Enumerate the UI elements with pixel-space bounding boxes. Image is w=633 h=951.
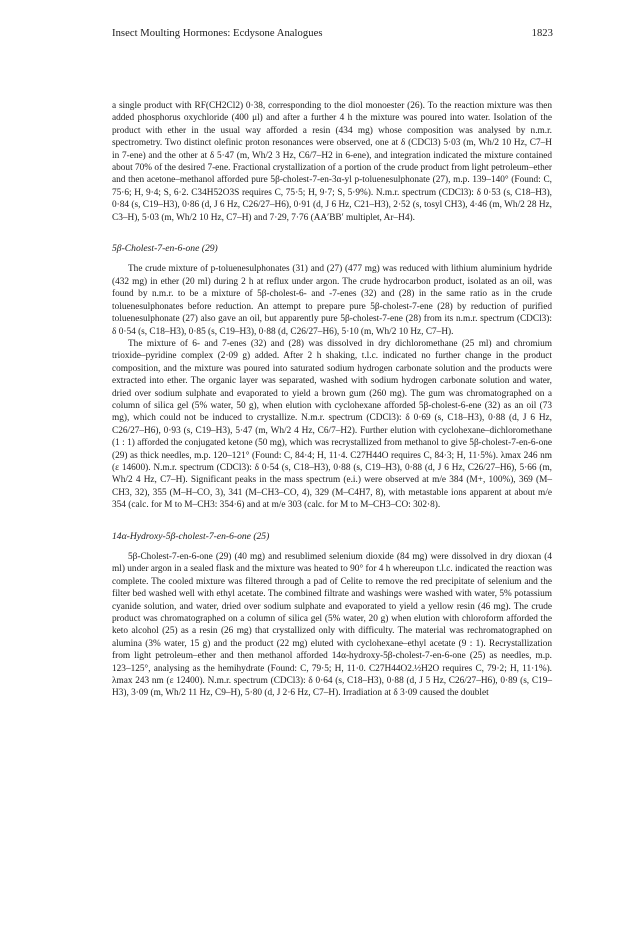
section-heading: 14α-Hydroxy-5β-cholest-7-en-6-one (25): [112, 530, 270, 542]
paragraph: a single product with RF(CH2Cl2) 0·38, corresponding to the diol monoester (26). To the reaction mixture was then added phosphorus oxychloride (400 μl) and after a further 4 h the mixture was poured into water. Isolation of the product with ether in the usual way afforded a resin (434 mg) whose composition was analysed by n.m.r. spectrometry. Two distinct olefinic proton resonances were observed, one at δ (CDCl3) 5·03 (m, Wh/2 10 Hz, C7–H in 7-ene) and the other at δ 5·47 (m, Wh/2 3 Hz, C6/7–H2 in 6-ene), and integration indicated the mixture contained about 70% of the desired 7-ene. Fractional crystallization of a portion of the crude product from light petroleum–ether and then acetone–methanol afforded pure 5β-cholest-7-en-3α-yl p-toluenesulphonate (27), m.p. 139–140° (Found: C, 75·6; H, 9·4; S, 6·2. C34H52O3S requires C, 75·5; H, 9·7; S, 5·9%). N.m.r. spectrum (CDCl3): δ 0·53 (s, C18–H3), 0·84 (s, C19–H3), 0·86 (d, J 6 Hz, C26/27–H6), 0·91 (d, J 6 Hz, C21–H3), 2·52 (s, tosyl CH3), 4·46 (m, Wh/2 28 Hz, C3–H), 5·03 (m, Wh/2 10 Hz, C7–H) and 7·29, 7·76 (AA′BB′ multiplet, Ar–H4).: [112, 101, 552, 223]
paragraph: 5β-Cholest-7-en-6-one (29) (40 mg) and resublimed selenium dioxide (84 mg) were dissolved in dry dioxan (4 ml) under argon in a sealed flask and the mixture was heated to 90° for 4 h whereupon t.l.c. indicated the reaction was complete. The cooled mixture was filtered through a pad of Celite to remove the red precipitate of selenium and the filter bed washed well with ethyl acetate. The combined filtrate and washings were washed with water, 5% potassium cyanide solution, and water, dried over sodium sulphate and evaporated to yield a yellow resin (46 mg). The crude product was chromatographed on a column of silica gel (5% water, 20 g) when elution with chloroform afforded the keto alcohol (25) as a resin (26 mg) that crystallized only with difficulty. The material was rechromatographed on alumina (3% water, 15 g) and the product (22 mg) eluted with cyclohexane–ethyl acetate (9 : 1). Recrystallization from light petroleum–ether and then methanol afforded 14α-hydroxy-5β-cholest-7-en-6-one (25) as needles, m.p. 123–125°, analysing as the hemihydrate (Found: C, 79·5; H, 11·0. C27H44O2.½H2O requires C, 79·2; H, 11·1%). λmax 243 nm (ε 12400). N.m.r. spectrum (CDCl3): δ 0·64 (s, C18–H3), 0·88 (d, J 5 Hz, C26/27–H6), 0·89 (s, C19–H3), 3·09 (m, Wh/2 11 Hz, C9–H), 5·80 (d, J 2·6 Hz, C7–H). Irradiation at δ 3·09 caused the doublet: [112, 552, 552, 699]
page-number: 1823: [531, 28, 553, 39]
running-title: Insect Moulting Hormones: Ecdysone Analogues: [112, 28, 323, 39]
paragraph: The crude mixture of p-toluenesulphonates (31) and (27) (477 mg) was reduced with lithium aluminium hydride (432 mg) in ether (20 ml) during 2 h at reflux under argon. The crude hydrocarbon product, isolated as an oil, was found by n.m.r. to be a mixture of 5β-cholest-6- and -7-enes (32) and (28) in the same ratio as in the crude toluenesulphonates before reduction. An attempt to prepare pure 5β-cholest-7-ene (28) by reduction of purified toluenesulphonate (27) also gave an oil, but apparently pure 5β-cholest-7-ene (28) from its n.m.r. spectrum (CDCl3): δ 0·54 (s, C18–H3), 0·85 (s, C19–H3), 0·88 (d, C26/27–H6), 5·10 (m, Wh/2 10 Hz, C7–H).: [112, 264, 552, 337]
section-heading: 5β-Cholest-7-en-6-one (29): [112, 243, 218, 255]
running-header: [112, 28, 553, 39]
paragraph: The mixture of 6- and 7-enes (32) and (28) was dissolved in dry dichloromethane (25 ml) and chromium trioxide–pyridine complex (2·09 g) added. After 2 h shaking, t.l.c. indicated no further change in the product composition, and the mixture was poured into saturated sodium hydrogen carbonate solution and the products were extracted into ether. The organic layer was separated, washed with sodium hydrogen carbonate solution and water, dried over sodium sulphate and evaporated to yield a brown gum (260 mg). The gum was chromatographed on a column of silica gel (5% water, 50 g), when elution with cyclohexane afforded 5β-cholest-6-ene (32) as an oil (73 mg), which could not be induced to crystallize. N.m.r. spectrum (CDCl3): δ 0·69 (s, C18–H3), 0·88 (d, J 6 Hz, C26/27–H6), 0·93 (s, C19–H3), 5·47 (m, Wh/2 4 Hz, C6/7–H2). Further elution with cyclohexane–dichloromethane (1 : 1) afforded the conjugated ketone (50 mg), which was recrystallized from methanol to give 5β-cholest-7-en-6-one (29) as thick needles, m.p. 120–121° (Found: C, 84·4; H, 11·4. C27H44O requires C, 84·3; H, 11·5%). λmax 246 nm (ε 14600). N.m.r. spectrum (CDCl3): δ 0·54 (s, C18–H3), 0·88 (s, C19–H3), 0·88 (d, J 6 Hz, C26/27–H6), 5·66 (m, Wh/2 4 Hz, C7–H). Significant peaks in the mass spectrum (e.i.) were observed at m/e 384 (M+, 100%), 369 (M–CH3, 32), 355 (M–H–CO, 3), 341 (M–CH3–CO, 4), 329 (M–C4H7, 8), with metastable ions apparent at about m/e 354 (calc. for M to M–CH3: 354·6) and at m/e 303 (calc. for M to M–CH3–CO: 302·8).: [112, 338, 552, 511]
article-body: [112, 100, 552, 700]
